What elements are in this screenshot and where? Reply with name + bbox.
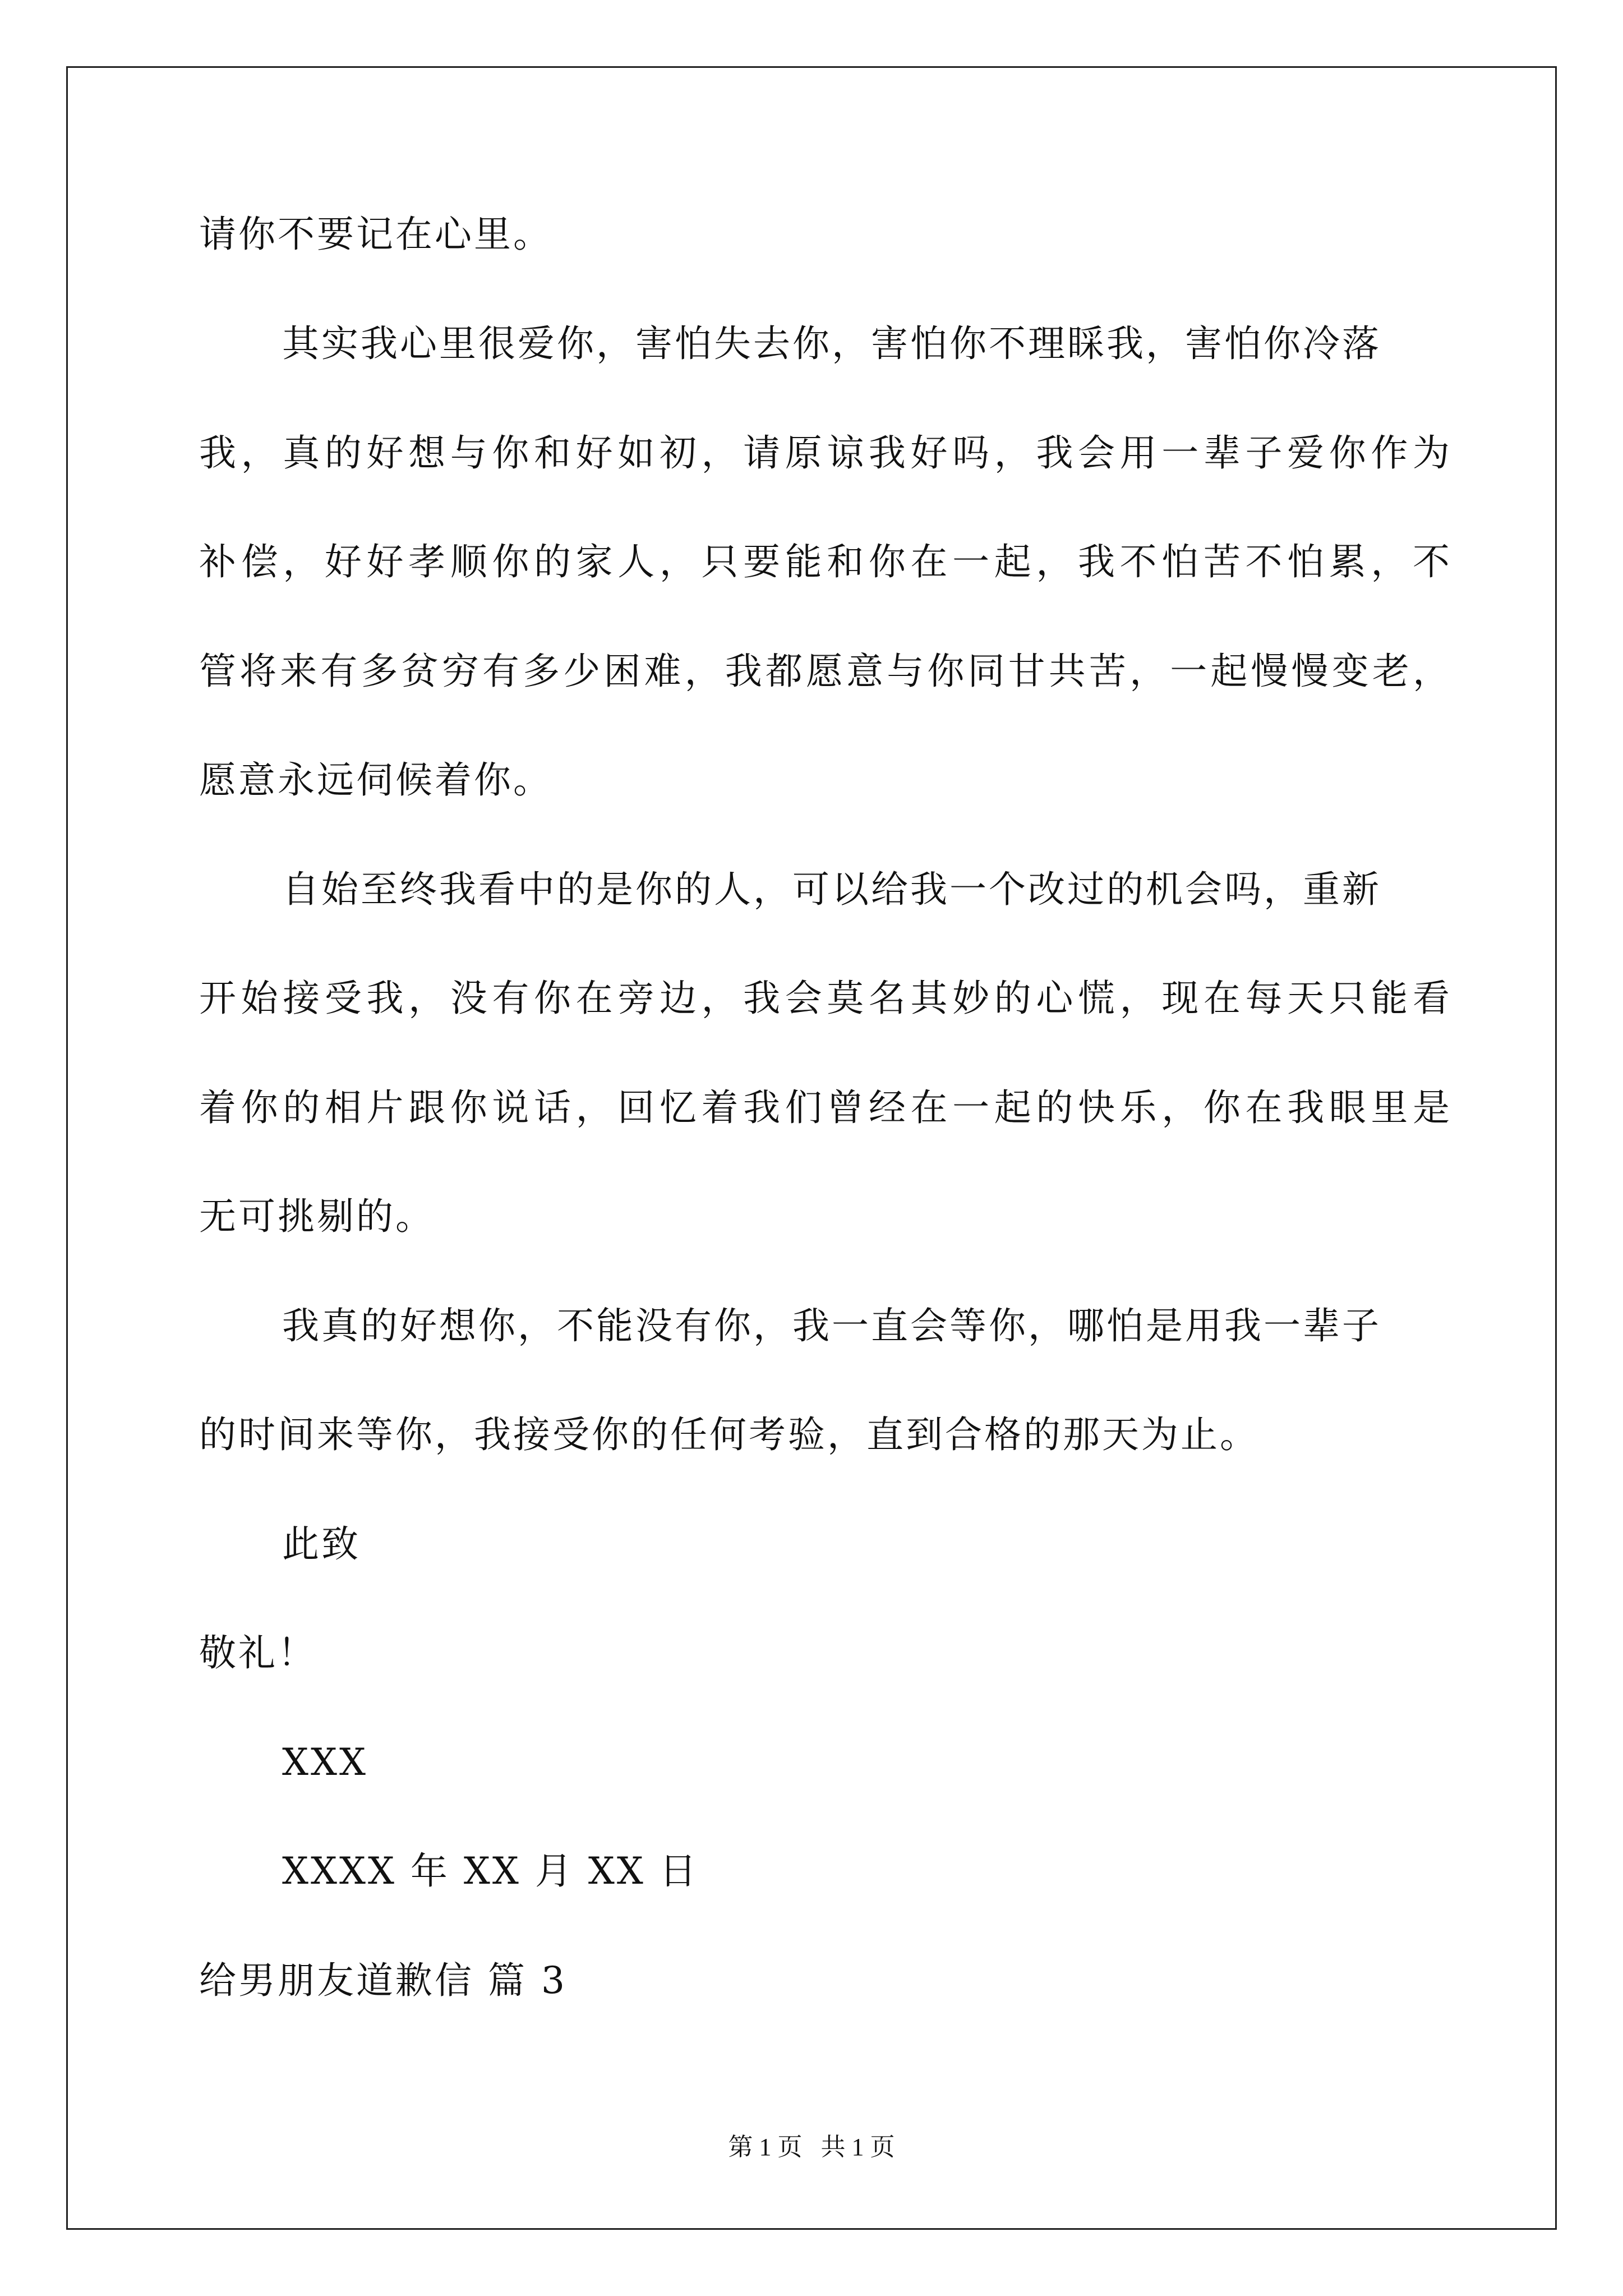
date-line: XXXX 年 XX 月 XX 日: [282, 1849, 699, 1893]
closing-line: 此致: [282, 1522, 361, 1566]
paragraph-line: 的时间来等你，我接受你的任何考验，直到合格的那天为止。: [199, 1413, 1259, 1456]
salutation-line: 敬礼！: [199, 1631, 317, 1674]
section-heading: 给男朋友道歉信 篇 3: [199, 1959, 567, 2002]
paragraph-line: 无可挑剔的。: [199, 1195, 435, 1238]
paragraph-line: 开始接受我，没有你在旁边，我会莫名其妙的心慌，现在每天只能看: [199, 977, 1450, 1020]
paragraph-line: 补偿，好好孝顺你的家人，只要能和你在一起，我不怕苦不怕累，不: [199, 540, 1450, 583]
paragraph-line: 我真的好想你，不能没有你，我一直会等你，哪怕是用我一辈子: [282, 1304, 1381, 1347]
page-border: [66, 66, 1557, 2230]
text-line: 请你不要记在心里。: [199, 213, 552, 256]
signature-line: XXX: [282, 1741, 368, 1784]
paragraph-line: 自始至终我看中的是你的人，可以给我一个改过的机会吗，重新: [282, 868, 1381, 911]
paragraph-line: 其实我心里很爱你，害怕失去你，害怕你不理睬我，害怕你冷落: [282, 322, 1381, 365]
paragraph-line: 我，真的好想与你和好如初，请原谅我好吗，我会用一辈子爱你作为: [199, 431, 1450, 475]
paragraph-line: 管将来有多贫穷有多少困难，我都愿意与你同甘共苦，一起慢慢变老，: [199, 650, 1450, 693]
paragraph-line: 愿意永远伺候着你。: [199, 758, 552, 802]
page-footer: 第 1 页 共 1 页: [728, 2133, 895, 2161]
paragraph-line: 着你的相片跟你说话，回忆着我们曾经在一起的快乐，你在我眼里是: [199, 1086, 1450, 1129]
